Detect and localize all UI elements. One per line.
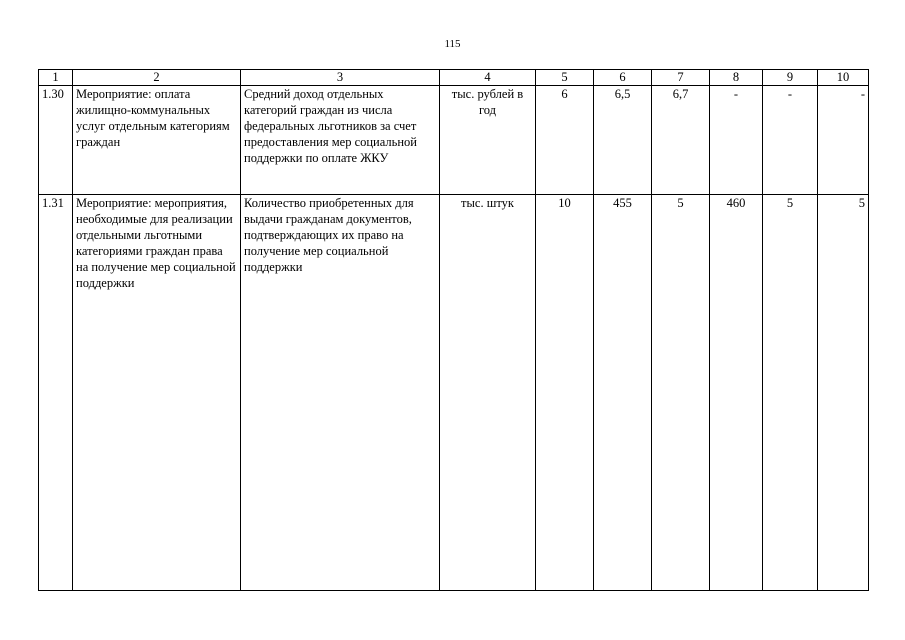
value-cell-6: 6,5 [594, 86, 652, 195]
value-cell-9: - [763, 86, 818, 195]
row-number: 1.30 [39, 86, 73, 195]
value-cell-8: - [710, 86, 763, 195]
row-number: 1.31 [39, 195, 73, 591]
activity-cell: Мероприятие: мероприятия, необходимые для реализации отдельными льготными категориями граждан права на получение мер социальной поддержки [73, 195, 241, 591]
column-header-7: 7 [652, 70, 710, 86]
column-header-6: 6 [594, 70, 652, 86]
value-cell-9: 5 [763, 195, 818, 591]
data-table [38, 69, 869, 591]
page-number: 115 [444, 38, 461, 50]
value-cell-10: 5 [818, 195, 869, 591]
value-cell-10: - [818, 86, 869, 195]
table-row [39, 86, 869, 195]
activity-cell: Мероприятие: оплата жилищно-коммунальных услуг отдельным категориям граждан [73, 86, 241, 195]
table-row [39, 195, 869, 591]
column-header-10: 10 [818, 70, 869, 86]
column-header-1: 1 [39, 70, 73, 86]
value-cell-5: 6 [536, 86, 594, 195]
unit-cell: тыс. рублей в год [440, 86, 536, 195]
value-cell-5: 10 [536, 195, 594, 591]
column-header-2: 2 [73, 70, 241, 86]
column-header-9: 9 [763, 70, 818, 86]
unit-cell: тыс. штук [440, 195, 536, 591]
column-header-5: 5 [536, 70, 594, 86]
value-cell-6: 455 [594, 195, 652, 591]
column-header-3: 3 [241, 70, 440, 86]
value-cell-7: 5 [652, 195, 710, 591]
header-row [39, 70, 869, 86]
column-header-8: 8 [710, 70, 763, 86]
indicator-cell: Средний доход отдельных категорий граждан из числа федеральных льготников за счет предоставления мер социальной поддержки по оплате ЖКУ [241, 86, 440, 195]
value-cell-7: 6,7 [652, 86, 710, 195]
indicator-cell: Количество приобретенных для выдачи гражданам документов, подтверждающих их право на получение мер социальной поддержки [241, 195, 440, 591]
value-cell-8: 460 [710, 195, 763, 591]
column-header-4: 4 [440, 70, 536, 86]
